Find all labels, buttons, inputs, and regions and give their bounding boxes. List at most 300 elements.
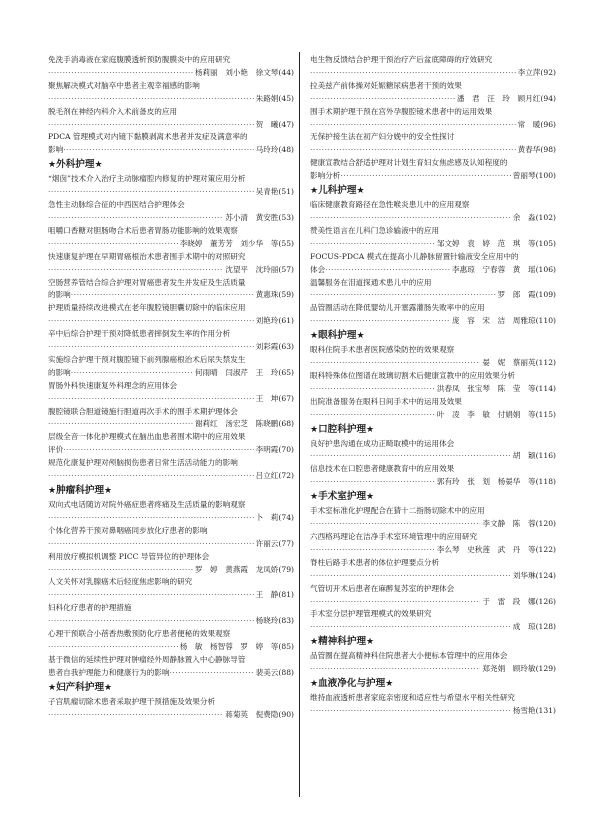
star-icon: ★: [310, 424, 319, 435]
entry-title: 免洗手消毒液在家庭腹膜透析预防腹膜炎中的应用研究: [48, 55, 231, 64]
section-heading: [48, 680, 294, 696]
dot-leader: [48, 418, 193, 431]
toc-entry[interactable]: [310, 302, 556, 328]
entry-meta: [48, 538, 294, 551]
toc-entry[interactable]: [48, 602, 294, 628]
entry-authors: 李明霞: [255, 445, 279, 455]
toc-entry[interactable]: [310, 199, 556, 225]
dot-leader: [48, 315, 254, 328]
entry-page-number: (109): [535, 290, 556, 300]
dot-leader: [48, 589, 254, 602]
section-label: 口腔科护理: [318, 423, 367, 435]
entry-title: 实施综合护理干预对腹腔镜下前列腺癌根治术后尿失禁发生: [48, 354, 246, 364]
dot-leader: [48, 709, 223, 722]
entry-meta: [48, 212, 294, 225]
star-icon: ★: [356, 186, 365, 197]
toc-entry[interactable]: [48, 225, 294, 251]
entry-page-number: (118): [535, 477, 556, 487]
section-label: 手术室护理: [318, 491, 367, 503]
toc-entry[interactable]: [310, 505, 556, 531]
star-icon: ★: [104, 486, 113, 496]
entry-authors: 李立萍: [517, 67, 541, 77]
entry-page-number: (112): [535, 358, 556, 368]
entry-authors: 刘华琳: [512, 570, 536, 580]
dot-leader: [325, 264, 450, 277]
dot-leader: [48, 67, 193, 80]
entry-page-number: (100): [535, 171, 556, 181]
toc-entry[interactable]: [48, 354, 294, 380]
entry-title: 聚焦解决模式对脑卒中患者主观幸福感的影响: [48, 80, 200, 90]
entry-title: 脱毛剂在神经内科介入术前备皮的应用: [48, 106, 178, 116]
entry-page-number: (83): [278, 616, 294, 626]
toc-entry[interactable]: [48, 173, 294, 199]
entry-page-number: (92): [540, 67, 556, 77]
dot-leader: [310, 450, 511, 463]
entry-meta: [48, 444, 294, 457]
dot-leader: [48, 119, 254, 132]
entry-title: “烟囱”技术介入治疗主动脉瘤腔内修复的护理对策应用分析: [48, 174, 246, 184]
toc-entry[interactable]: [310, 157, 556, 183]
star-icon: ★: [310, 492, 319, 503]
column-divider: [299, 52, 300, 797]
entry-authors: 于 雷 段 娜: [482, 596, 536, 606]
section-label: 眼科护理: [318, 330, 357, 342]
entry-authors: 杨 敏 杨智蓉 罗 婷 等: [179, 641, 279, 651]
entry-page-number: (85): [278, 641, 294, 651]
entry-page-number: (122): [535, 544, 556, 554]
entry-authors: 朱路娟: [255, 93, 279, 103]
entry-title: 维持血液透析患者家庭亲密度和适应性与希望水平相关性研究: [310, 693, 516, 703]
toc-entry[interactable]: [310, 344, 556, 370]
section-heading: [310, 489, 556, 505]
entry-page-number: (67): [278, 393, 294, 403]
entry-page-number: (70): [278, 445, 294, 455]
entry-page-number: (55): [278, 238, 294, 248]
entry-meta: [310, 315, 556, 328]
star-icon: ★: [385, 679, 394, 690]
entry-authors: 庞 容 宋 洁 周雅琼: [452, 316, 536, 326]
entry-page-number: (53): [278, 212, 294, 222]
entry-authors: 马玲玲: [255, 145, 279, 155]
section-heading: [310, 328, 556, 344]
entry-authors: 罗 婷 黄燕霞 龙凤娇: [194, 564, 279, 574]
entry-page-number: (115): [535, 409, 556, 419]
toc-entry[interactable]: [310, 557, 556, 583]
dot-leader: [310, 409, 435, 422]
entry-title: 层级全音一体化护理模式在脑出血患者围术期中的应用效果: [48, 432, 246, 442]
toc-entry[interactable]: [48, 499, 294, 525]
entry-meta: [310, 663, 556, 676]
entry-title: 气管切开术后患者在麻醉复苏室的护理体会: [310, 583, 455, 593]
entry-page-number: (47): [278, 119, 294, 129]
dot-leader: [48, 615, 254, 628]
section-label: 妇产科护理: [56, 681, 105, 693]
entry-title: 双向式电话随访对院外癌症患者疼痛及生活质量的影响观察: [48, 500, 246, 509]
toc-entry[interactable]: [310, 131, 556, 157]
entry-meta: [48, 589, 294, 602]
star-icon: ★: [366, 424, 375, 435]
entry-page-number: (74): [278, 512, 294, 522]
entry-authors: 杨晓玲: [255, 616, 279, 626]
section-heading: [48, 157, 294, 173]
entry-meta: [48, 709, 294, 722]
entry-authors: 李晓婷 董芳芳 刘少华 等: [179, 238, 279, 248]
toc-entry[interactable]: [48, 251, 294, 277]
dot-leader: [310, 67, 516, 80]
entry-page-number: (105): [535, 238, 556, 248]
entry-meta: [48, 512, 294, 525]
entry-meta: [310, 170, 556, 183]
entry-title-continued: 患者自我护理能力和健康行为的影响: [48, 667, 170, 677]
section-label: 外科护理: [56, 159, 95, 171]
entry-meta: [310, 93, 556, 106]
entry-title: 眼科特殊体位图谱在玻璃切割术后健康宣教中的应用效果分析: [310, 370, 516, 380]
entry-authors: 李文静 陈 蓉: [482, 519, 536, 529]
dot-leader: [170, 667, 254, 680]
entry-meta: [48, 315, 294, 328]
entry-authors: 曾丽琴: [512, 171, 536, 181]
entry-page-number: (116): [535, 451, 556, 461]
entry-title-continued: 影响: [48, 145, 64, 155]
dot-leader: [48, 512, 254, 525]
star-icon: ★: [310, 637, 319, 648]
entry-title: 品管圈在提高精神科住院患者大小便标本管理中的应用体会: [310, 651, 508, 661]
entry-meta: [310, 289, 556, 302]
entry-authors: 刘彩霞: [255, 342, 279, 352]
toc-entry[interactable]: [48, 106, 294, 132]
entry-page-number: (128): [535, 622, 556, 632]
entry-authors: 成 琼: [512, 622, 536, 632]
entry-authors: 叶 凌 李 敏 付娟娟 等: [436, 409, 536, 419]
entry-authors: 黄惠珠: [255, 290, 279, 300]
entry-title: 腹腔镜联合胆道镜施行胆道再次手术的围手术期护理体会: [48, 406, 238, 416]
entry-meta: [48, 144, 294, 157]
entry-authors: 常 暖: [517, 119, 541, 129]
toc-entry[interactable]: [310, 54, 556, 80]
entry-title-continued: 的影响: [48, 290, 71, 300]
entry-authors: 王 坤: [255, 393, 279, 403]
entry-title: 子宫肌瘤切除术患者采取护理干预措施及效果分析: [48, 696, 216, 706]
entry-meta: [48, 367, 294, 380]
entry-title: 出院准备服务在眼科日间手术中的运用及效果: [310, 396, 462, 406]
entry-authors: 黄春华: [517, 145, 541, 155]
entry-authors: 卜 莉: [255, 512, 279, 522]
dot-leader: [310, 93, 455, 106]
dot-leader: [48, 470, 254, 483]
entry-title: 六西格玛理论在洁净手术室环境管理中的应用研究: [310, 532, 478, 541]
entry-title: 个体化营养干预对鼻咽癌同步放化疗患者的影响: [48, 525, 208, 535]
entry-title: FOCUS-PDCA 模式在提高小儿静脉留置针输液安全应用中的: [310, 251, 519, 261]
entry-meta: [48, 67, 294, 80]
entry-authors: 沈望平 沈玲丽: [225, 264, 279, 274]
entry-page-number: (45): [278, 93, 294, 103]
toc-entry[interactable]: [310, 583, 556, 609]
entry-title: 咀嚼口香糖对胆肠吻合术后患者胃肠功能影响的效果观察: [48, 225, 238, 235]
entry-title: 心理干预联合小蓓香热敷预防化疗患者便秘的效果观察: [48, 629, 231, 639]
right-column: [310, 54, 556, 718]
entry-authors: 邹文婷 袁 婷 范 琪 等: [436, 238, 536, 248]
entry-page-number: (110): [535, 316, 556, 326]
toc-entry[interactable]: [310, 370, 556, 396]
entry-meta: [48, 418, 294, 431]
entry-meta: [310, 476, 556, 489]
dot-leader: [310, 570, 511, 583]
toc-entry[interactable]: [48, 380, 294, 406]
entry-page-number: (106): [535, 264, 556, 274]
toc-entry[interactable]: [48, 696, 294, 722]
entry-meta: [48, 186, 294, 199]
entry-title: 围手术期护理干预在宫外孕腹腔镜术患者中的运用效果: [310, 106, 493, 116]
dot-leader: [48, 641, 178, 654]
entry-meta: [310, 264, 556, 277]
entry-page-number: (81): [278, 590, 294, 600]
entry-meta: [310, 383, 556, 396]
entry-page-number: (57): [278, 264, 294, 274]
toc-entry[interactable]: [48, 431, 294, 457]
entry-authors: 吴青艳: [255, 187, 279, 197]
entry-page-number: (114): [535, 383, 556, 393]
dot-leader: [310, 544, 435, 557]
dot-leader: [48, 93, 254, 106]
entry-title: 护理质量持续改进模式在老年腹腔镜胆囊切除中的临床应用: [48, 303, 246, 313]
dot-leader: [310, 596, 480, 609]
entry-authors: 刘艳玲: [255, 316, 279, 326]
entry-meta: [310, 518, 556, 531]
toc-entry[interactable]: [48, 576, 294, 602]
entry-page-number: (126): [535, 596, 556, 606]
entry-title: 人文关怀对乳腺癌术后轻度焦虑影响的研究: [48, 577, 193, 587]
star-icon: ★: [48, 682, 57, 693]
entry-meta: [310, 238, 556, 251]
entry-meta: [48, 289, 294, 302]
dot-leader: [48, 341, 254, 354]
entry-authors: 吕立红: [255, 471, 279, 481]
toc-entry[interactable]: [310, 80, 556, 106]
entry-page-number: (51): [278, 187, 294, 197]
entry-authors: 余 淼: [512, 212, 536, 222]
entry-authors: 潘 君 汪 玲 顾月红: [456, 93, 541, 103]
section-label: 血液净化与护理: [318, 678, 386, 690]
dot-leader: [48, 564, 193, 577]
entry-authors: 谢莉红 汤宏芝 陈晓鹏: [194, 419, 279, 429]
entry-authors: 许丽云: [255, 538, 279, 548]
entry-authors: 胡 颖: [512, 451, 536, 461]
entry-meta: [310, 119, 556, 132]
toc-entry[interactable]: [48, 525, 294, 551]
entry-page-number: (88): [278, 667, 294, 677]
entry-meta: [310, 544, 556, 557]
entry-page-number: (63): [278, 342, 294, 352]
star-icon: ★: [366, 492, 375, 503]
entry-meta: [48, 667, 294, 680]
entry-page-number: (94): [540, 93, 556, 103]
entry-title: 赞美性语言在儿科门急诊输液中的应用: [310, 225, 440, 235]
entry-authors: 洪春凤 张宝琴 陈 莹 等: [436, 383, 536, 393]
dot-leader: [48, 538, 254, 551]
section-label: 肿瘤科护理: [56, 485, 105, 496]
entry-title: 规范化康复护理对颅脑损伤患者日常生活活动能力的影响: [48, 458, 238, 468]
toc-entry[interactable]: [48, 654, 294, 680]
section-label: 儿科护理: [318, 185, 357, 197]
entry-page-number: (90): [278, 709, 294, 719]
entry-page-number: (124): [535, 570, 556, 580]
dot-leader: [310, 621, 511, 634]
toc-entry[interactable]: [48, 199, 294, 225]
dot-leader: [48, 186, 254, 199]
entry-title: 手术室分层护理管理模式的效果研究: [310, 609, 432, 619]
entry-authors: 蒋菊英 倪费隐: [225, 709, 279, 719]
entry-meta: [310, 596, 556, 609]
toc-entry[interactable]: [310, 251, 556, 277]
star-icon: ★: [48, 486, 57, 496]
toc-entry[interactable]: [48, 328, 294, 354]
toc-entry[interactable]: [310, 438, 556, 464]
entry-authors: 李惠琼 宁春蓉 黄 瑶: [452, 264, 536, 274]
toc-entry[interactable]: [310, 277, 556, 303]
section-heading: [310, 676, 556, 692]
entry-page-number: (77): [278, 538, 294, 548]
entry-title: 眼科住院手术患者医院感染防控的效果观察: [310, 345, 455, 355]
entry-meta: [310, 67, 556, 80]
entry-authors: 何雨晴 闫淑芹 王 玲: [194, 367, 279, 377]
entry-title: 基于微信的延续性护理对肿瘤经外周静脉置入中心静脉导管: [48, 654, 246, 664]
toc-entry[interactable]: [310, 692, 556, 718]
entry-title: 脊柱后路手术患者的体位护理要点分析: [310, 557, 440, 567]
entry-title: PDCA 管理模式对内镜下黏膜剥离术患者并发症及满意率的: [48, 132, 248, 142]
entry-title: 信息技术在口腔患者健康教育中的应用效果: [310, 464, 455, 474]
section-heading: [310, 183, 556, 199]
star-icon: ★: [366, 637, 375, 648]
entry-title: 临床健康教育路径在急性喉炎患儿中的应用观察: [310, 200, 470, 210]
dot-leader: [310, 383, 435, 396]
entry-page-number: (59): [278, 290, 294, 300]
entry-title: 妇科化疗患者的护理措施: [48, 603, 132, 613]
toc-entry[interactable]: [310, 106, 556, 132]
entry-meta: [48, 119, 294, 132]
dot-leader: [310, 212, 511, 225]
entry-page-number: (72): [278, 471, 294, 481]
entry-title: 品管圈活动在降低婴幼儿开塞露灌肠失败率中的应用: [310, 303, 485, 313]
dot-leader: [48, 393, 254, 406]
toc-entry[interactable]: [48, 628, 294, 654]
entry-title: 健康宣教结合舒适护理对计划生育妇女焦虑感及认知程度的: [310, 158, 508, 168]
dot-leader: [48, 212, 223, 225]
dot-leader: [310, 476, 435, 489]
toc-entry[interactable]: [48, 131, 294, 157]
toc-entry[interactable]: [310, 463, 556, 489]
dot-leader: [310, 144, 516, 157]
dot-leader: [310, 357, 480, 370]
section-heading: [310, 422, 556, 438]
dot-leader: [310, 663, 480, 676]
entry-authors: 苏小清 黄安胜: [225, 212, 279, 222]
entry-title: 电生物反馈结合护理干预治疗产后盆底障碍的疗效研究: [310, 55, 493, 64]
toc-entry[interactable]: [310, 650, 556, 676]
toc-entry[interactable]: [48, 277, 294, 303]
entry-title: 急性主动脉综合征的中西医结合护理体会: [48, 200, 185, 210]
entry-meta: [310, 144, 556, 157]
entry-authors: 罗 郎 霞: [497, 290, 536, 300]
entry-meta: [310, 409, 556, 422]
toc-entry[interactable]: [310, 396, 556, 422]
entry-page-number: (131): [535, 705, 556, 715]
section-heading: [48, 483, 294, 499]
toc-entry[interactable]: [48, 406, 294, 432]
entry-page-number: (44): [278, 67, 294, 77]
dot-leader: [310, 518, 480, 531]
entry-title: 利用放疗模拟机调整 PICC 导管异位的护理体会: [48, 551, 210, 561]
entry-meta: [48, 564, 294, 577]
star-icon: ★: [94, 160, 103, 171]
entry-meta: [310, 357, 556, 370]
entry-title: 辛中后综合护理干预对降低患者摔倒发生率的作用分析: [48, 329, 231, 339]
star-icon: ★: [310, 186, 319, 197]
dot-leader: [310, 119, 516, 132]
toc-entry[interactable]: [48, 80, 294, 106]
entry-title: 胃肠外科快速康复外科理念的应用体会: [48, 380, 178, 390]
entry-meta: [48, 264, 294, 277]
star-icon: ★: [310, 331, 319, 342]
entry-authors: 李么琴 史秋莲 武 丹 等: [436, 544, 536, 554]
star-icon: ★: [356, 331, 365, 342]
dot-leader: [71, 289, 254, 302]
dot-leader: [310, 315, 450, 328]
entry-meta: [48, 238, 294, 251]
entry-authors: 王 静: [255, 590, 279, 600]
entry-meta: [48, 341, 294, 354]
entry-meta: [310, 212, 556, 225]
entry-page-number: (102): [535, 212, 556, 222]
dot-leader: [48, 264, 223, 277]
entry-meta: [310, 450, 556, 463]
entry-authors: 晏 妮 蔡丽英: [482, 358, 536, 368]
dot-leader: [340, 170, 510, 183]
toc-entry[interactable]: [310, 608, 556, 634]
entry-meta: [48, 393, 294, 406]
entry-meta: [48, 615, 294, 628]
entry-page-number: (48): [278, 145, 294, 155]
dot-leader: [63, 444, 253, 457]
entry-meta: [310, 621, 556, 634]
entry-page-number: (120): [535, 519, 556, 529]
entry-title: 良好护患沟通在成功正畸取模中的运用体会: [310, 438, 455, 448]
entry-meta: [310, 570, 556, 583]
left-column: [48, 54, 294, 722]
star-icon: ★: [104, 682, 113, 693]
entry-meta: [48, 470, 294, 483]
entry-page-number: (65): [278, 367, 294, 377]
entry-meta: [310, 705, 556, 718]
entry-title-continued: 的影响: [48, 367, 71, 377]
toc-entry[interactable]: [310, 531, 556, 557]
entry-title-continued: 体会: [310, 264, 326, 274]
entry-meta: [48, 93, 294, 106]
entry-title: 温馨服务在泪道探通术患儿中的应用: [310, 277, 432, 287]
toc-entry[interactable]: [48, 302, 294, 328]
section-label: 精神科护理: [318, 636, 367, 648]
entry-title: 空肠营养管结合综合护理对胃癌患者发生并发症及生活质量: [48, 277, 246, 287]
dot-leader: [48, 238, 178, 251]
toc-entry[interactable]: [48, 551, 294, 577]
entry-title: 手术室标准化护理配合在猜十二指肠切除术中的应用: [310, 506, 485, 516]
toc-entry[interactable]: [48, 54, 294, 80]
entry-title-continued: 评价: [48, 445, 64, 455]
toc-entry[interactable]: [48, 457, 294, 483]
star-icon: ★: [48, 160, 57, 171]
toc-entry[interactable]: [310, 225, 556, 251]
entry-authors: 杨莉丽 刘小艳 徐文琴: [194, 67, 279, 77]
entry-authors: 郑尧娟 顾玲敏: [482, 664, 536, 674]
